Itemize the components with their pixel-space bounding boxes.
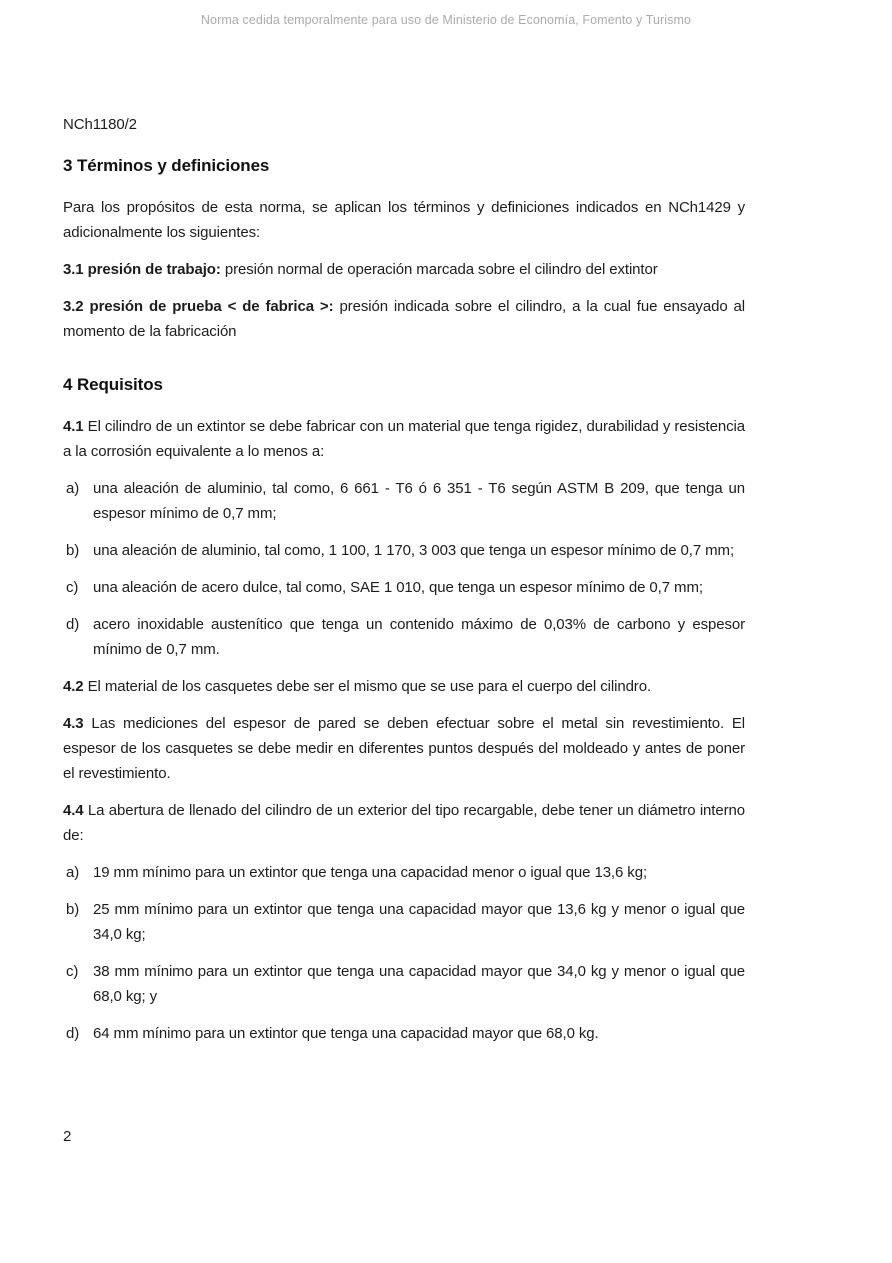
list-item-letter: b) bbox=[66, 901, 80, 918]
clause-4-3 bbox=[63, 711, 745, 786]
list-item-text: una aleación de acero dulce, tal como, SAE 1 010, que tenga un espesor mínimo de 0,7 mm; bbox=[93, 579, 703, 596]
clause-4-2 bbox=[63, 674, 745, 699]
list-item bbox=[63, 897, 745, 947]
watermark: Norma cedida temporalmente para uso de Ministerio de Economía, Fomento y Turismo bbox=[200, 13, 692, 27]
list-item-letter: c) bbox=[66, 963, 79, 980]
list-item bbox=[63, 476, 745, 526]
definition-3-2 bbox=[63, 294, 745, 344]
list-item-letter: d) bbox=[66, 1025, 80, 1042]
section-3-heading: 3 Términos y definiciones bbox=[63, 156, 270, 175]
page-content bbox=[63, 112, 745, 1058]
clause-4-2-num: 4.2 bbox=[63, 678, 84, 695]
section-3-intro: Para los propósitos de esta norma, se aplican los términos y definiciones indicados en NCh1429 y adicionalmente los siguientes: bbox=[63, 199, 745, 241]
clause-4-1-text: El cilindro de un extintor se debe fabricar con un material que tenga rigidez, durabilidad y resistencia a la corrosión equivalente a lo menos a: bbox=[63, 418, 745, 460]
definition-3-2-term: 3.2 presión de prueba < de fabrica >: bbox=[63, 298, 334, 315]
clause-4-1 bbox=[63, 414, 745, 464]
list-item-letter: a) bbox=[66, 480, 80, 497]
clause-4-4-num: 4.4 bbox=[63, 802, 84, 819]
clause-4-4-text: La abertura de llenado del cilindro de un exterior del tipo recargable, debe tener un diámetro interno de: bbox=[63, 802, 745, 844]
clause-4-3-text: Las mediciones del espesor de pared se deben efectuar sobre el metal sin revestimiento. El espesor de los casquetes se debe medir en diferentes puntos después del moldeado y antes de poner el revestimiento. bbox=[63, 715, 745, 782]
list-item-text: una aleación de aluminio, tal como, 6 661 - T6 ó 6 351 - T6 según ASTM B 209, que tenga un espesor mínimo de 0,7 mm; bbox=[93, 480, 745, 522]
clause-4-1-num: 4.1 bbox=[63, 418, 84, 435]
list-item-text: 38 mm mínimo para un extintor que tenga una capacidad mayor que 34,0 kg y menor o igual que 68,0 kg; y bbox=[93, 963, 745, 1005]
clause-4-4-list bbox=[63, 860, 745, 1046]
list-item-text: 64 mm mínimo para un extintor que tenga una capacidad mayor que 68,0 kg. bbox=[93, 1025, 599, 1042]
clause-4-4 bbox=[63, 798, 745, 848]
list-item-text: acero inoxidable austenítico que tenga un contenido máximo de 0,03% de carbono y espesor mínimo de 0,7 mm. bbox=[93, 616, 745, 658]
list-item-text: 25 mm mínimo para un extintor que tenga una capacidad mayor que 13,6 kg y menor o igual que 34,0 kg; bbox=[93, 901, 745, 943]
list-item bbox=[63, 959, 745, 1009]
doc-code: NCh1180/2 bbox=[63, 116, 137, 133]
list-item-text: 19 mm mínimo para un extintor que tenga una capacidad menor o igual que 13,6 kg; bbox=[93, 864, 648, 881]
definition-3-2-text: presión indicada sobre el cilindro, a la cual fue ensayado al momento de la fabricación bbox=[63, 298, 745, 340]
list-item bbox=[63, 860, 745, 885]
page-number: 2 bbox=[63, 1128, 72, 1145]
list-item bbox=[63, 1021, 745, 1046]
list-item bbox=[63, 538, 745, 563]
list-item-letter: d) bbox=[66, 616, 80, 633]
clause-4-3-num: 4.3 bbox=[63, 715, 84, 732]
list-item bbox=[63, 612, 745, 662]
list-item-letter: c) bbox=[66, 579, 79, 596]
list-item bbox=[63, 575, 745, 600]
section-4-heading: 4 Requisitos bbox=[63, 375, 163, 394]
list-item-letter: b) bbox=[66, 542, 80, 559]
list-item-text: una aleación de aluminio, tal como, 1 100, 1 170, 3 003 que tenga un espesor mínimo de 0,7 mm; bbox=[93, 542, 735, 559]
definition-3-1-term: 3.1 presión de trabajo: bbox=[63, 261, 221, 278]
definition-3-1 bbox=[63, 257, 745, 282]
clause-4-1-list bbox=[63, 476, 745, 662]
definition-3-1-text: presión normal de operación marcada sobre el cilindro del extintor bbox=[224, 261, 658, 278]
clause-4-2-text: El material de los casquetes debe ser el mismo que se use para el cuerpo del cilindro. bbox=[87, 678, 652, 695]
list-item-letter: a) bbox=[66, 864, 80, 881]
